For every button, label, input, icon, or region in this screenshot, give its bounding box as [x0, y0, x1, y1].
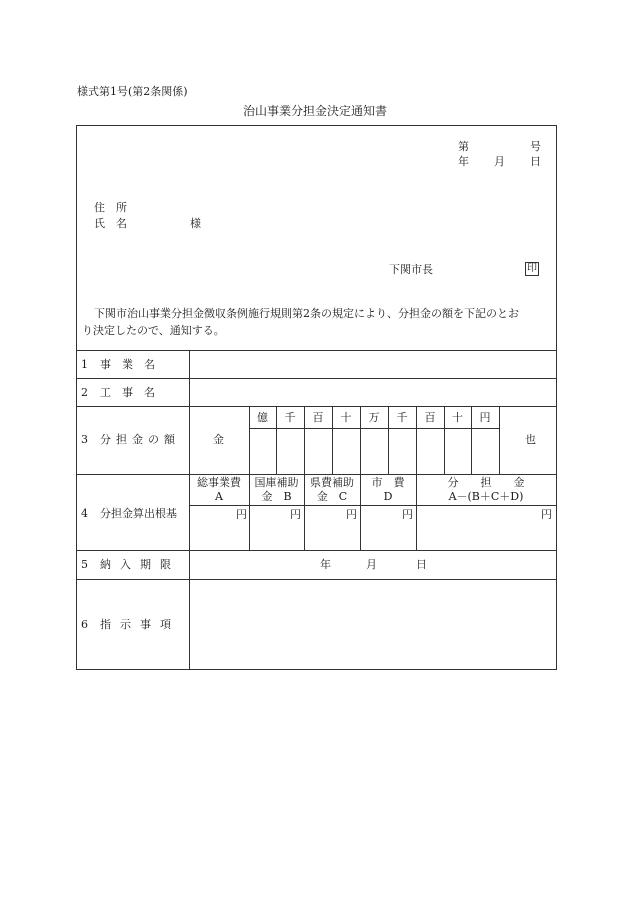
- row-sep-1: [76, 350, 557, 351]
- col-total-line2: A: [215, 490, 223, 503]
- date-month: 月: [494, 155, 505, 168]
- yen-unit-share: 円: [541, 508, 552, 521]
- digit-header-line: [249, 428, 499, 429]
- basis-header-line: [189, 505, 557, 506]
- number-suffix: 号: [530, 140, 541, 153]
- body-text-line2: り決定したので、通知する。: [82, 324, 225, 337]
- row5-num: 5: [81, 558, 88, 571]
- digit-label: 百: [312, 411, 324, 424]
- row4-num: 4: [81, 507, 88, 520]
- amount-prefix: 金: [213, 433, 224, 446]
- yen-unit-pref: 円: [346, 508, 357, 521]
- row2-num: 2: [81, 386, 88, 399]
- yen-unit-city: 円: [402, 508, 413, 521]
- row3-label: 分担金の額: [100, 433, 180, 446]
- digit-label: 百: [424, 411, 436, 424]
- digit-label: 円: [479, 411, 491, 424]
- yen-unit-national: 円: [290, 508, 301, 521]
- frame-bottom: [76, 669, 557, 670]
- row-sep-6: [76, 579, 557, 580]
- col-share-line2: A－(B＋C＋D): [448, 490, 524, 503]
- frame-right: [556, 125, 557, 670]
- digit-label: 万: [368, 411, 380, 424]
- yen-unit-total: 円: [236, 508, 247, 521]
- col-city-line1: 市 費: [371, 476, 405, 489]
- document-title: 治山事業分担金決定通知書: [242, 104, 387, 118]
- row4-label: 分担金算出根基: [100, 507, 177, 520]
- col-total-line1: 総事業費: [197, 476, 241, 489]
- date-day: 日: [530, 155, 541, 168]
- row2-label: 工 事 名: [100, 386, 155, 399]
- number-prefix: 第: [458, 140, 469, 153]
- digit-label: 十: [340, 411, 352, 424]
- date-year: 年: [458, 155, 469, 168]
- row5-label: 納入期限: [100, 558, 180, 571]
- row-sep-2: [76, 378, 557, 379]
- col-pref-line1: 県費補助: [310, 476, 354, 489]
- seal-mark: 印: [527, 263, 537, 274]
- digit-label: 十: [452, 411, 463, 424]
- col-pref-line2: 金 C: [316, 490, 348, 503]
- digit-label: 億: [257, 411, 268, 424]
- honorific: 様: [190, 217, 201, 230]
- col-share-line1: 分 担 金: [447, 476, 525, 489]
- address-label: 住 所: [94, 201, 127, 214]
- digit-col-line-9: [499, 406, 500, 474]
- frame-top: [76, 125, 557, 126]
- deadline-year: 年: [320, 558, 331, 571]
- row1-num: 1: [81, 358, 88, 371]
- form-label: 様式第1号(第2条関係): [77, 85, 188, 98]
- deadline-month: 月: [366, 558, 377, 571]
- col-national-line2: 金 B: [261, 490, 292, 503]
- row-sep-4: [76, 474, 557, 475]
- row-sep-5: [76, 550, 557, 551]
- frame-left: [76, 125, 77, 670]
- digit-label: 千: [284, 411, 296, 424]
- label-column-divider: [189, 350, 190, 670]
- deadline-day: 日: [416, 558, 427, 571]
- digit-label: 千: [396, 411, 408, 424]
- col-national-line1: 国庫補助: [254, 476, 299, 489]
- name-label: 氏 名: [94, 217, 127, 230]
- issuer-name: 下関市長: [389, 263, 433, 276]
- row3-num: 3: [81, 433, 88, 446]
- row6-label: 指示事項: [100, 618, 180, 631]
- row-sep-3: [76, 406, 557, 407]
- col-city-line2: D: [383, 490, 393, 503]
- amount-suffix: 也: [525, 433, 536, 446]
- row6-num: 6: [81, 618, 88, 631]
- row1-label: 事 業 名: [100, 358, 155, 371]
- body-text-line1: 下関市治山事業分担金徴収条例施行規則第2条の規定により、分担金の額を下記のとお: [94, 307, 519, 320]
